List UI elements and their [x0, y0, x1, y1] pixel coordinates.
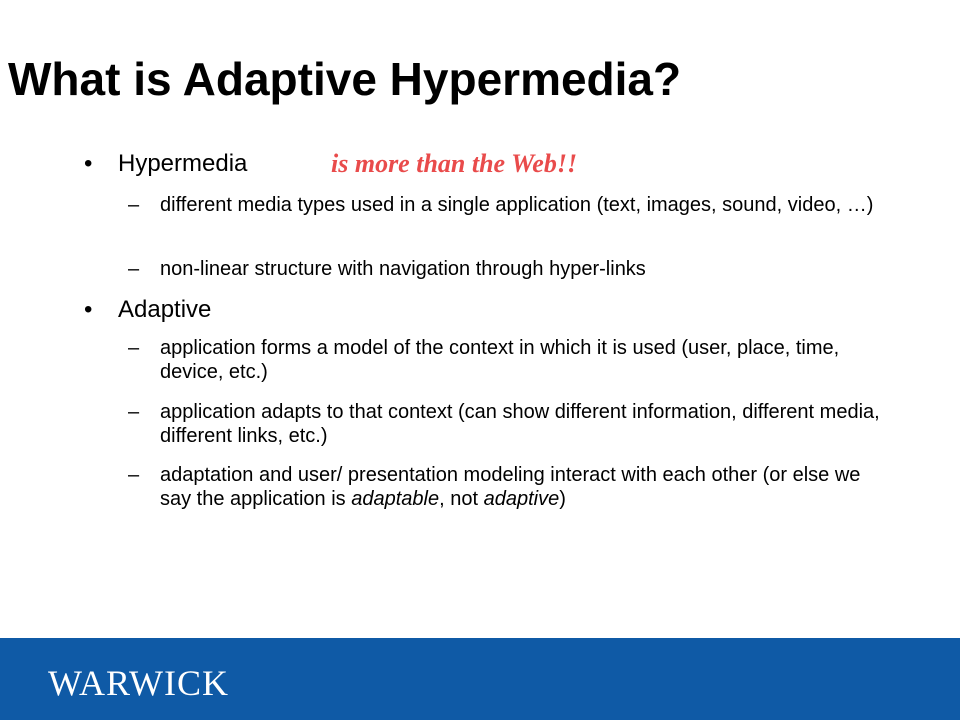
- sub-bullet-text: non-linear structure with navigation through hyper-links: [160, 258, 646, 280]
- emphasis-adaptable: adaptable: [351, 488, 440, 510]
- text-run: , not: [439, 488, 484, 510]
- sub-bullet: [160, 193, 880, 217]
- warwick-logo: WARWICK: [48, 663, 229, 703]
- text-run: ): [559, 488, 566, 510]
- sub-bullet-text: application adapts to that context (can show different information, different media, different links, etc.): [160, 401, 880, 447]
- text-run: adaptation and user/ presentation modeling interact with each other (or else we say the application is: [160, 464, 861, 510]
- bullet-hypermedia: [84, 150, 248, 178]
- sub-bullet: [160, 336, 880, 384]
- dash-marker: [128, 400, 139, 424]
- bullet-dot: •: [84, 296, 93, 323]
- dash-marker: [128, 257, 139, 281]
- sub-bullet-text: [160, 464, 860, 510]
- footer-band: [0, 638, 960, 720]
- sub-bullet-text: different media types used in a single application (text, images, sound, video, …): [160, 194, 874, 216]
- dash-marker: [128, 193, 139, 217]
- dash-marker: [128, 336, 139, 360]
- sub-bullet: [160, 400, 880, 448]
- bullet-heading: Adaptive: [118, 296, 212, 323]
- bullet-heading: Hypermedia: [118, 150, 248, 177]
- sub-bullet: [160, 257, 880, 281]
- callout-text: is more than the Web!!: [331, 149, 578, 178]
- slide-title: What is Adaptive Hypermedia?: [8, 53, 682, 105]
- bullet-dot: •: [84, 150, 93, 177]
- emphasis-adaptive: adaptive: [483, 488, 560, 510]
- bullet-adaptive: [84, 296, 212, 324]
- dash-marker: [128, 463, 139, 487]
- sub-bullet-text: application forms a model of the context in which it is used (user, place, time, device, etc.): [160, 337, 840, 383]
- sub-bullet: [160, 463, 880, 511]
